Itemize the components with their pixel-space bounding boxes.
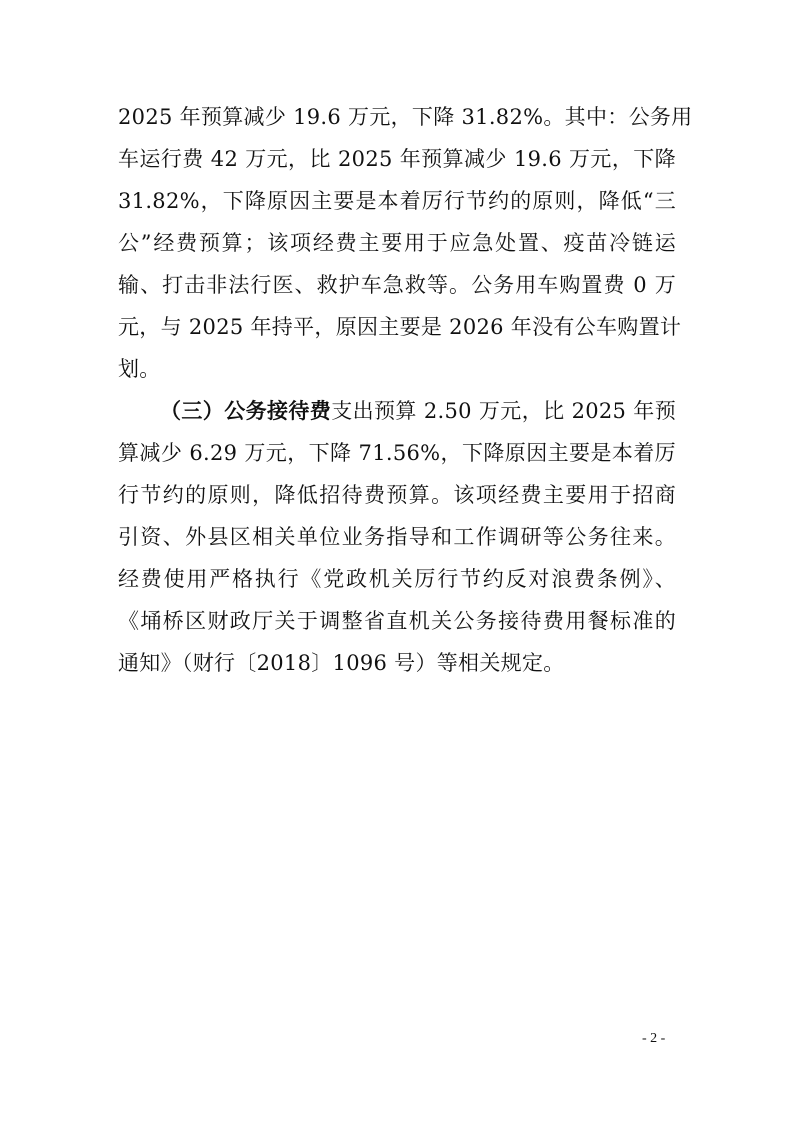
section-heading: （三）公务接待费	[160, 398, 332, 423]
paragraph-2-line-3: 行节约的原则，降低招待费预算。该项经费主要用于招商	[118, 483, 676, 507]
paragraph-1-line-2: 车运行费 42 万元，比 2025 年预算减少 19.6 万元，下降	[118, 147, 676, 171]
paragraph-2-line-7: 通知》（财行〔2018〕1096 号）等相关规定。	[118, 651, 565, 675]
paragraph-2-line-5: 经费使用严格执行《党政机关厉行节约反对浪费条例》、	[118, 567, 676, 591]
paragraph-1-line-1: 2025 年预算减少 19.6 万元，下降 31.82%。其中：公务用	[118, 105, 693, 129]
paragraph-1-line-7: 划。	[118, 357, 161, 381]
paragraph-1-line-3: 31.82%，下降原因主要是本着厉行节约的原则，降低“三	[118, 189, 676, 213]
page-number: - 2 -	[642, 1031, 666, 1046]
paragraph-1-line-6: 元，与 2025 年持平，原因主要是 2026 年没有公车购置计	[118, 315, 682, 339]
paragraph-2-line-6: 《埇桥区财政厅关于调整省直机关公务接待费用餐标准的	[118, 609, 676, 633]
paragraph-2-line-4: 引资、外县区相关单位业务指导和工作调研等公务往来。	[118, 525, 676, 549]
paragraph-1-line-4: 公”经费预算；该项经费主要用于应急处置、疫苗冷链运	[118, 231, 676, 255]
paragraph-2-line-2: 算减少 6.29 万元，下降 71.56%，下降原因主要是本着厉	[118, 441, 676, 465]
paragraph-2-line-1-text: 支出预算 2.50 万元，比 2025 年预	[331, 399, 676, 423]
paragraph-1-line-5: 输、打击非法行医、救护车急救等。公务用车购置费 0 万	[118, 273, 676, 297]
paragraph-2-line-1	[160, 395, 676, 427]
